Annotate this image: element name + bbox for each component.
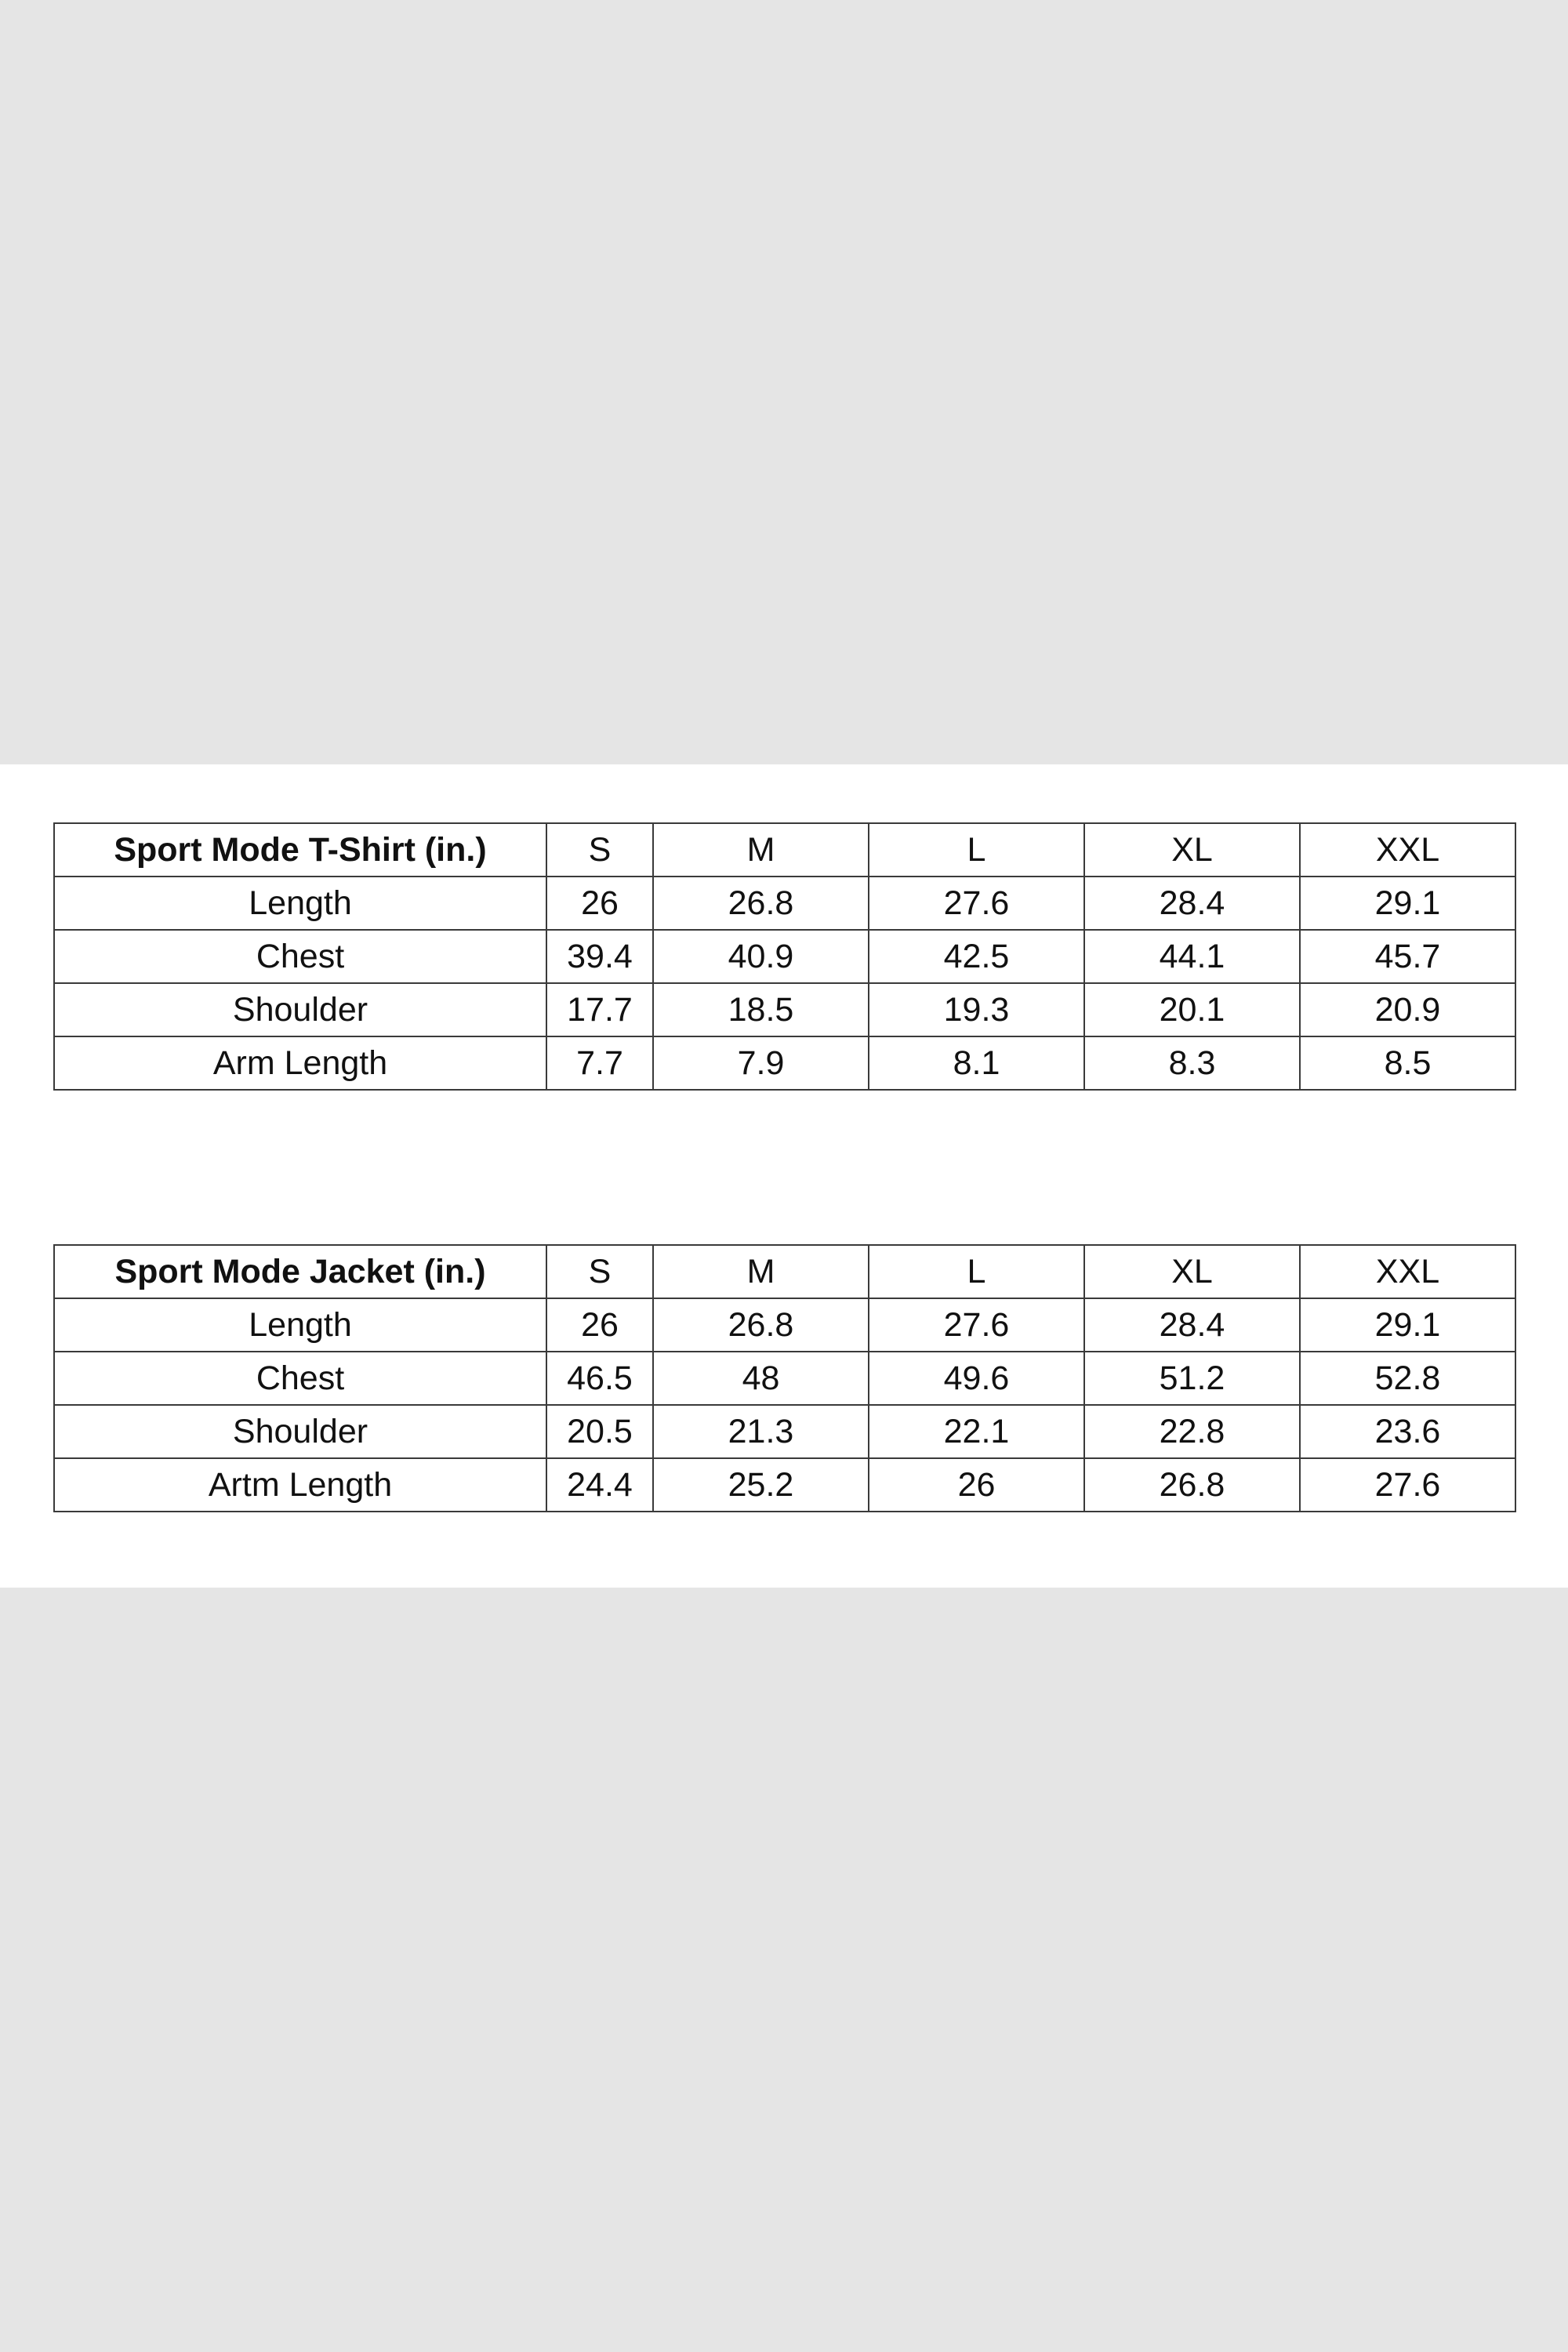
table-cell: 42.5 (869, 930, 1084, 983)
size-header: S (546, 823, 653, 877)
size-header: XXL (1300, 1245, 1515, 1298)
table-cell: 24.4 (546, 1458, 653, 1512)
table-cell: 26.8 (653, 1298, 869, 1352)
table-cell: 25.2 (653, 1458, 869, 1512)
table-title: Sport Mode Jacket (in.) (54, 1245, 546, 1298)
table-cell: 20.9 (1300, 983, 1515, 1036)
row-label: Chest (54, 930, 546, 983)
jacket-size-table (53, 1244, 1516, 1512)
table-cell: 26 (546, 1298, 653, 1352)
size-header: XL (1084, 1245, 1300, 1298)
table-cell: 28.4 (1084, 877, 1300, 930)
size-header: XXL (1300, 823, 1515, 877)
table-cell: 51.2 (1084, 1352, 1300, 1405)
table-cell: 27.6 (869, 877, 1084, 930)
table-cell: 45.7 (1300, 930, 1515, 983)
table-cell: 44.1 (1084, 930, 1300, 983)
table-cell: 8.5 (1300, 1036, 1515, 1090)
table-cell: 7.9 (653, 1036, 869, 1090)
tshirt-size-table (53, 822, 1516, 1091)
table-cell: 39.4 (546, 930, 653, 983)
table-cell: 48 (653, 1352, 869, 1405)
table-row (54, 877, 1515, 930)
table-row (54, 1458, 1515, 1512)
table-row (54, 1298, 1515, 1352)
table-cell: 40.9 (653, 930, 869, 983)
size-header: L (869, 1245, 1084, 1298)
table-row (54, 1036, 1515, 1090)
table-cell: 46.5 (546, 1352, 653, 1405)
row-label: Shoulder (54, 983, 546, 1036)
size-header: M (653, 823, 869, 877)
table-cell: 8.1 (869, 1036, 1084, 1090)
table-cell: 19.3 (869, 983, 1084, 1036)
table-cell: 23.6 (1300, 1405, 1515, 1458)
table-cell: 29.1 (1300, 1298, 1515, 1352)
table-title: Sport Mode T-Shirt (in.) (54, 823, 546, 877)
table-cell: 17.7 (546, 983, 653, 1036)
row-label: Artm Length (54, 1458, 546, 1512)
row-label: Arm Length (54, 1036, 546, 1090)
table-row (54, 930, 1515, 983)
table-cell: 22.1 (869, 1405, 1084, 1458)
table-cell: 7.7 (546, 1036, 653, 1090)
table-row (54, 1352, 1515, 1405)
table-cell: 29.1 (1300, 877, 1515, 930)
table-cell: 28.4 (1084, 1298, 1300, 1352)
size-header: XL (1084, 823, 1300, 877)
table-cell: 26 (869, 1458, 1084, 1512)
row-label: Chest (54, 1352, 546, 1405)
table-cell: 20.1 (1084, 983, 1300, 1036)
size-header: M (653, 1245, 869, 1298)
table-cell: 26 (546, 877, 653, 930)
row-label: Shoulder (54, 1405, 546, 1458)
table-cell: 21.3 (653, 1405, 869, 1458)
table-header-row (54, 1245, 1515, 1298)
row-label: Length (54, 877, 546, 930)
size-header: S (546, 1245, 653, 1298)
table-cell: 26.8 (653, 877, 869, 930)
table-row (54, 1405, 1515, 1458)
table-cell: 26.8 (1084, 1458, 1300, 1512)
table-cell: 49.6 (869, 1352, 1084, 1405)
table-cell: 27.6 (869, 1298, 1084, 1352)
row-label: Length (54, 1298, 546, 1352)
table-row (54, 983, 1515, 1036)
table-cell: 8.3 (1084, 1036, 1300, 1090)
table-cell: 18.5 (653, 983, 869, 1036)
table-cell: 27.6 (1300, 1458, 1515, 1512)
table-cell: 52.8 (1300, 1352, 1515, 1405)
size-header: L (869, 823, 1084, 877)
table-header-row (54, 823, 1515, 877)
table-cell: 22.8 (1084, 1405, 1300, 1458)
size-chart-sheet (0, 764, 1568, 1588)
table-cell: 20.5 (546, 1405, 653, 1458)
